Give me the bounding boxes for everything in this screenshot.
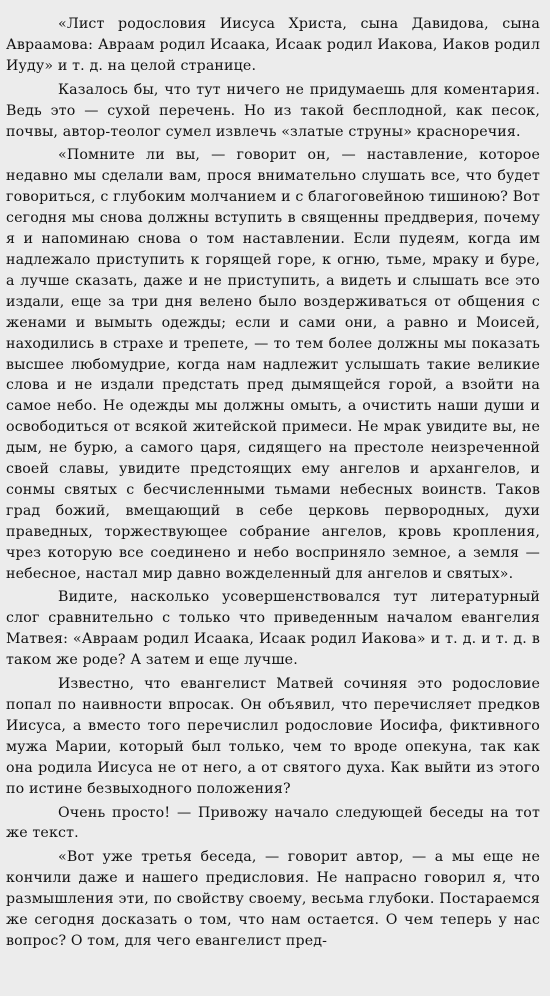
paragraph-commentary-intro: Казалось бы, что тут ничего не придумаешь для коментария. Ведь это — сухой перечень. Но из такой бесплодной, как песок, почвы, автор-теолог сумел извлечь «златые струны» красноречия.: [6, 81, 540, 140]
paragraph-genealogy-quote: «Лист родословия Иисуса Христа, сына Давидова, сына Авраамова: Авраам родил Исаака, Исаак родил Иакова, Иаков родил Иуду» и т. д. на целой странице.: [6, 16, 540, 74]
paragraph-sermon-quote: «Помните ли вы, — говорит он, — наставление, которое недавно мы сделали вам, прося внимательно слушать все, что будет говориться, с глубоким молчанием и с благоговейною тишиною? Вот сегодня мы снова должны вступить в священны преддверия, почему я и напоминаю снова о том наставлении. Если пудеям, когда им надлежало приступить к горящей горе, к огню, тьме, мраку и буре, а лучше сказать, даже и не приступить, а видеть и слышать все это издали, еще за три дня велено было воздерживаться от общения с женами и вымыть одежды; если и сами они, а равно и Моисей, находились в страхе и трепете, — то тем более должны мы показать высшее любомудрие, когда нам надлежит услышать такие великие слова и не издали предстать пред дымящейся горой, а взойти на самое небо. Не одежды мы должны омыть, а очистить наши души и освободиться от всякой житейской примеси. Не мрак увидите вы, не дым, не бурю, а самого царя, сидящего на престоле неизреченной своей славы, увидите предстоящих ему ангелов и архангелов, и сонмы святых с бесчисленными тьмами небесных воинств. Таков град божий, вмещающий в себе церковь первородных, духи праведных, торжествующее собрание ангелов, кровь кропления, чрез которую все соединено и небо восприняло земное, а земля — небесное, настал мир давно вожделенный для ангелов и святых».: [6, 147, 540, 582]
paragraph-style-comparison: Видите, насколько усовершенствовался тут литературный слог сравнительно с только что приведенным началом евангелия Матвея: «Авраам родил Исаака, Исаак родил Иакова» и т. д. и т. д. в таком же роде? А затем и еще лучше.: [6, 589, 540, 669]
paragraph-third-sermon: «Вот уже третья беседа, — говорит автор, — а мы еще не кончили даже и нашего предисловия. Не напрасно говорил я, что размышления эти, по свойству своему, весьма глубоки. Постараемся же сегодня досказать о том, что нам остается. О чем теперь у нас вопрос? О том, для чего евангелист пред-: [6, 849, 540, 949]
paragraph-matthew-genealogy: Известно, что евангелист Матвей сочиняя это родословие попал по наивности впросак. Он объявил, что перечисляет предков Иисуса, а вместо того перечислил родословие Иосифа, фиктивного мужа Марии, который был только, чем то вроде опекуна, так как она родила Иисуса не от него, а от святого духа. Как выйти из этого по истине безвыходного положения?: [6, 676, 540, 797]
paragraph-simple-answer: Очень просто! — Привожу начало следующей беседы на тот же текст.: [6, 804, 540, 842]
